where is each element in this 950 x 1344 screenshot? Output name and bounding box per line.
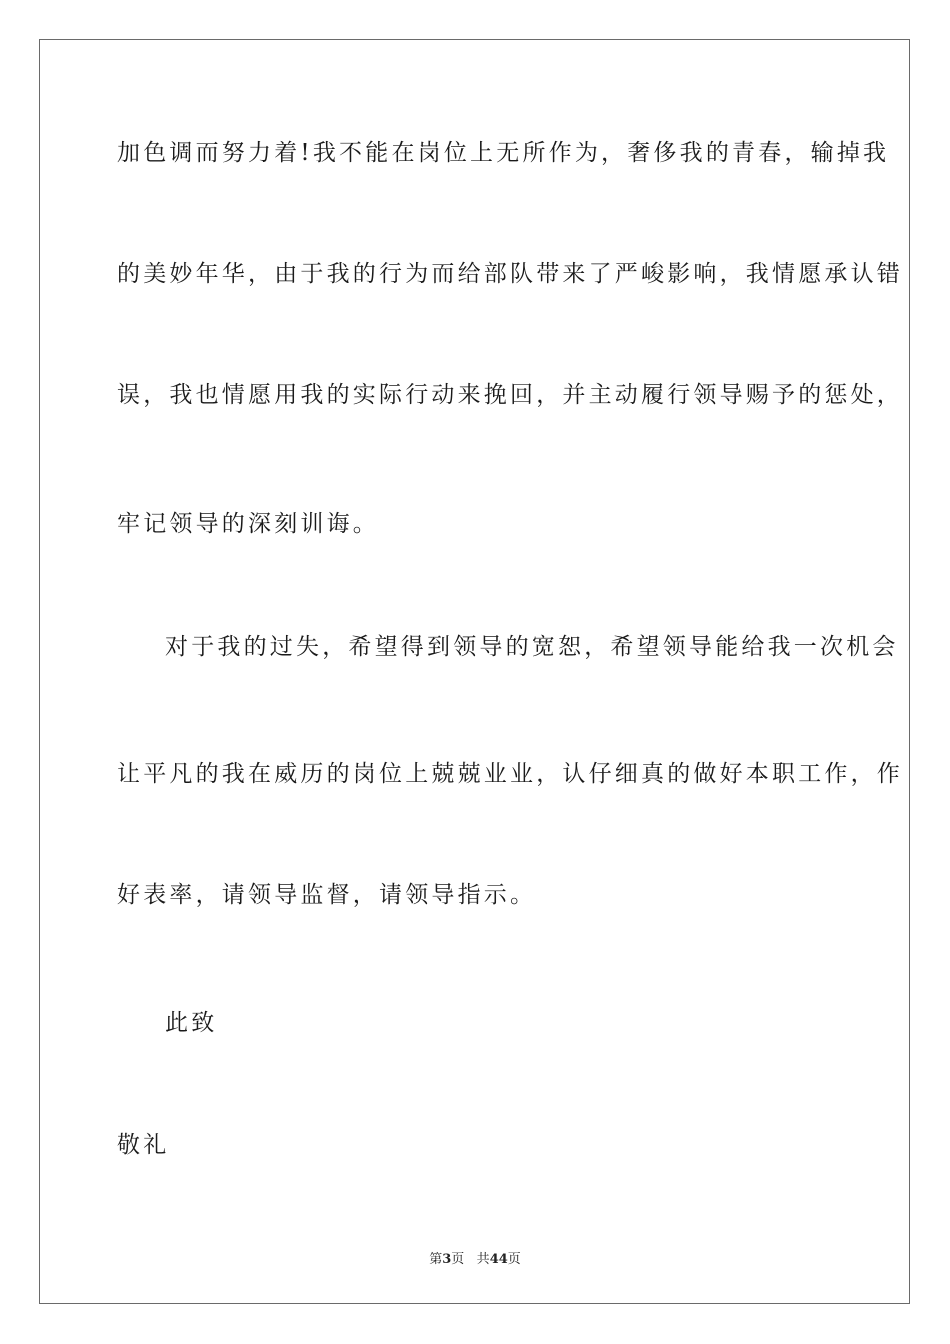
body-line-5: 对于我的过失，希望得到领导的宽恕，希望领导能给我一次机会 (165, 634, 899, 660)
total-page-count: 44 (489, 1252, 508, 1267)
body-line-3: 误，我也情愿用我的实际行动来挽回，并主动履行领导赐予的惩处， (117, 382, 903, 408)
body-line-1: 加色调而努力着!我不能在岗位上无所作为，奢侈我的青春，输掉我 (117, 140, 890, 166)
total-prefix: 共 (476, 1252, 490, 1267)
current-page-number: 3 (442, 1252, 452, 1267)
page-border (39, 39, 910, 1304)
body-line-4: 牢记领导的深刻训诲。 (117, 511, 379, 537)
page-prefix: 第 (429, 1252, 443, 1267)
body-line-7: 好表率，请领导监督，请领导指示。 (117, 882, 537, 908)
total-suffix: 页 (507, 1252, 521, 1267)
page-suffix: 页 (451, 1252, 465, 1267)
page-footer (0, 1248, 950, 1267)
body-line-6: 让平凡的我在威历的岗位上兢兢业业，认仔细真的做好本职工作，作 (117, 761, 903, 787)
body-line-2: 的美妙年华，由于我的行为而给部队带来了严峻影响，我情愿承认错 (117, 261, 903, 287)
closing-regards: 敬礼 (117, 1132, 170, 1158)
closing-salutation: 此致 (165, 1010, 218, 1036)
